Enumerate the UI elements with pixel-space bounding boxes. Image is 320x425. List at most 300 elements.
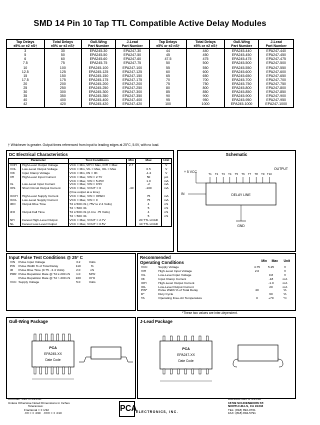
dc-cell: VCC = Max, VIN = 5.25V [68,180,126,184]
dc-cell: mA [161,183,171,187]
dc-cell: Short Circuit Output Current [21,187,68,191]
selection-col-title: J-Lead [270,40,282,44]
dc-cell: Low-Level Input Current [21,183,68,187]
input_pulse-cell: Supply Voltage [18,279,40,284]
dc-cell: VCC = Max, VIN = OPEN [68,195,126,199]
input_pulse-cell: 3.2 [76,260,81,264]
recommended-cell: V [283,265,287,269]
selection-col-title: Tap Delays [16,40,35,44]
selection-col-title: Total Delays [52,40,74,44]
selection-cell: EPA247-400 [115,98,149,102]
j-lead-drawing [138,327,295,397]
selection-cell: 950 [187,98,225,102]
dc-cell: mA [161,187,171,191]
package-pin [57,334,59,341]
gull-wing-side-view [91,347,121,359]
schematic-diagram [178,161,295,249]
j-lead-datecode: Date Code [178,359,194,363]
package-pin [185,369,187,374]
selection-cell: EPA245-420 [82,102,116,107]
recommended-cell: Supply Voltage [158,265,179,269]
selection-cell: 1000 [187,102,225,107]
selection-cell: EPA245-125 [82,70,116,74]
dc-body [9,163,172,227]
dc-cell: 20 TTL LOAD [136,219,161,223]
recommended-note: *These two values are inter-dependent. [182,311,238,315]
dc-cell: VOL [9,168,21,172]
recommended-cell: TA [141,296,145,301]
tap-label: T6 [241,172,245,176]
selection-cell: EPA247-750 [259,82,294,86]
selection-cell: 250 [44,86,82,90]
input_pulse-cell: Pulse Repetition Rate @ Td ≤ 200 nS [18,271,71,276]
dc-characteristics-section [6,150,174,252]
selection-cell: 85 [149,90,187,94]
tap-label: T9 [261,172,265,176]
schematic-header: Schematic [225,152,248,157]
selection-cell: EPA247-550 [259,66,294,70]
selection-cell: EPA245-600 [224,70,259,74]
package-pin [177,336,179,341]
selection-col-title: Tap Delays [158,40,178,44]
selection-col-header [82,40,116,49]
dc-row [9,223,172,227]
recommended-cell: High-Level Output Current [158,280,195,285]
dc-cell: -1.2 [136,172,161,176]
j-lead-header: J-Lead Package [140,319,173,324]
footer-address-2: NORTH HILLS, CA 91343 [228,404,264,409]
input_pulse-cell: tR [10,267,14,272]
recommended-cell: IOH [141,280,147,285]
dc-cell: V [161,172,171,176]
selection-cell: 75 [44,61,82,65]
dc-cell: Td > 500 nS [68,207,126,211]
dc-col-max: Max [136,159,161,164]
gull-wing-datecode: Date Code [45,358,61,362]
selection-cell: EPA245-350 [82,94,116,98]
selection-cell: EPA247-125 [115,70,149,74]
dc-cell: Td ≤ 500 nS (2.4 to .75 Volts) [68,211,126,215]
selection-col-header [149,40,187,49]
selection-cell: EPA247-300 [115,90,149,94]
selection-cell: EPA245-50 [82,53,116,57]
dc-cell: VCC = Max, VOUT = 2.7V [68,219,126,223]
selection-cell: 7.5 [7,61,45,65]
selection-cell: EPA245-30 [82,49,116,54]
package-pin [192,336,194,341]
dc-cell: ICCL [9,199,21,203]
gull-wing-package-section [6,317,136,399]
selection-cell: EPA245-150 [82,74,116,78]
selection-col-title: Gull-Wing [233,40,250,44]
selection-cell: 70 [149,78,187,82]
selection-cell: EPA245-400 [82,98,116,102]
selection-cell: EPA247-650 [259,74,294,78]
dc-cell: Low-Level Output Voltage [21,168,68,172]
selection-cell: 42 [7,102,45,107]
package-pin [199,336,201,341]
dc-cell: nS [161,203,171,207]
selection-cell: 200 [44,82,82,86]
selection-cell: EPA247-175 [115,78,149,82]
selection-cell: EPA247-100 [115,66,149,70]
package-pin [34,334,36,341]
dc-cell: nS [161,207,171,211]
selection-cell: EPA247-75 [115,61,149,65]
input_pulse-cell: Volts [88,279,96,284]
tap-label: T10 [266,172,272,176]
recommended-header-line2: Operating Conditions [140,260,184,265]
selection-cell: EPA245-700 [224,78,259,82]
gull-wing-pins-top [34,334,70,341]
selection-col-header [115,40,149,49]
recommended-cell: +70 [268,296,274,301]
package-pin [40,334,42,341]
selection-cell: EPA245-1000 [224,102,259,107]
selection-cell: EPA245-650 [224,74,259,78]
dc-cell [161,223,171,227]
dc-cell: µA [161,176,171,180]
selection-col-tolerance: ±5% or ±2 nS† [51,44,75,49]
footer-xx: .XX = ± .030 [24,411,41,416]
dc-cell: Fanout Low-Level Output [21,223,68,227]
selection-cell: 400 [44,98,82,102]
dc-cell: V [161,163,171,167]
dc-cell: VCC = Max, VOUT = 0 [68,187,126,191]
selection-cell: 60 [149,70,187,74]
recommended-section [137,253,296,311]
package-pin [51,334,53,341]
recommended-cell: 0 [256,296,258,301]
gull-wing-brand: PCA [49,346,57,350]
dc-cell: (One output at a time) [68,191,126,195]
dc-cell: IIH [9,176,21,180]
selection-col-header [187,40,225,49]
dc-cell: V [161,168,171,172]
selection-col-tolerance: ±5% or ±2 nS† [156,44,180,49]
selection-cell: EPA245-300 [82,90,116,94]
selection-cell: EPA245-175 [82,78,116,82]
dc-cell: VCC = Min, VIH = Max, IOH = Max [68,163,126,167]
input_pulse-cell: Pulse Width % of Total Delay [18,263,59,268]
selection-cell: 80 [149,86,187,90]
package-pin [51,367,53,374]
dc-cell: VCC = Min, VIL = Max, IOL = Max [68,168,126,172]
recommended-cell: Low-Level Output Current [158,284,194,289]
selection-cell: EPA245-200 [82,82,116,86]
dc-cell: tFO [9,211,21,215]
dc-cell: 4 [136,203,161,207]
j-lead-pins-top [163,336,208,341]
selection-col-header [224,40,259,49]
tap-label: T3 [221,172,225,176]
selection-cell: 55 [149,66,187,70]
package-pin [34,367,36,374]
j-lead-side-view [238,345,278,361]
input_pulse-row [9,281,99,285]
package-pin [170,369,172,374]
selection-cell: EPA245-500 [224,61,259,65]
input_pulse-cell: nS [90,267,95,272]
recommended-cell: V [283,272,287,277]
dc-cell: VCC = Max, VIN = 0.5V [68,183,126,187]
dc-cell: IIL [9,183,21,187]
package-pin [68,334,70,341]
input_pulse-cell: VIN [10,260,16,264]
dc-cell: 1.0 [136,180,161,184]
dc-cell: VCC = Max, VIN = 2.7V [68,176,126,180]
selection-cell: 47.5 [149,57,187,61]
selection-cell: EPA247-900 [259,94,294,98]
package-pin [63,334,65,341]
selection-cell: 175 [44,78,82,82]
recommended-cell: PW* [141,288,148,293]
gull-wing-partnum: EPA245-XX [44,352,62,356]
selection-cell: 35 [7,94,45,98]
selection-body [7,49,294,107]
recommended-cell: 5.25 [267,265,275,269]
selection-cell: 50 [44,53,82,57]
package-pin [68,367,70,374]
selection-cell: EPA247-1000 [259,102,294,107]
selection-cell: 44 [149,49,187,54]
company-name: ELECTRONICS, INC. [136,410,179,414]
selection-cell: EPA245-60 [82,57,116,61]
selection-cell: 5 [7,53,45,57]
dc-cell: -2 [136,183,161,187]
recommended-cell: mA [282,276,288,281]
recommended-cell: D* [141,292,145,297]
selection-cell: EPA247-50 [115,53,149,57]
recommended-cell: 0.8 [268,272,274,277]
selection-cell: 300 [44,90,82,94]
recommended-cell: High-Level Input Voltage [158,268,193,273]
selection-cell: 3 [7,49,45,54]
dc-cell: Output Rise Time [21,203,68,207]
package-pin [206,336,208,341]
input_pulse-cell: Pulse Input Voltage [18,260,46,264]
selection-cell: EPA245-450 [224,53,259,57]
input-pulse-section [6,253,136,311]
dc-cell: 2.7 [126,163,136,167]
gull-wing-pins-bottom [34,367,70,374]
recommended-cell: VIH [141,268,147,273]
j-lead-package-section [137,317,296,399]
selection-cell: 60 [44,57,82,61]
selection-col-title: J-Lead [126,40,138,44]
part-selection-table [6,39,294,108]
package-pin [206,369,208,374]
selection-cell: 75 [149,82,187,86]
input_pulse-cell: PW [10,263,15,268]
tap-label: T4 [228,172,232,176]
dc-cell: nS [161,215,171,219]
selection-cell: EPA245-750 [224,82,259,86]
dc-cell: mA [161,180,171,184]
recommended-cell: 4.75 [253,265,261,269]
j-lead-partnum: EPA247-XX [177,353,195,357]
selection-cell: EPA247-700 [259,78,294,82]
input_pulse-cell: 100 [75,275,81,280]
selection-col-title: Total Delays [195,40,216,44]
selection-cell: EPA245-440 [224,49,259,54]
selection-cell: 420 [44,102,82,107]
input_pulse-cell: KHz [89,275,96,280]
schematic-section [177,150,296,252]
footer-tolerances: Tolerances: [28,404,44,409]
recommended-cell: 2.0 [254,268,260,273]
selection-cell: EPA245-850 [224,90,259,94]
footer-doc-right: DAF2001 Rev. B 3/25/98 [228,397,262,401]
selection-cell: EPA247-500 [259,61,294,65]
selection-cell: 450 [187,53,225,57]
dc-cell: Fanout High-Level Output [21,219,68,223]
schematic-in-label: IN [181,192,185,196]
dc-cell: Td > 500 nS [68,215,126,219]
footer-frac: Fractional = ± 1/32 [24,407,49,412]
package-pin [45,334,47,341]
dc-cell: 5 [136,215,161,219]
j-lead-pins-bottom [163,369,208,374]
schematic-vcc-label: + 5 VCC [184,170,197,174]
selection-cell: 65 [149,74,187,78]
selection-cell: EPA245-75 [82,61,116,65]
dc-cell: -40 [126,187,136,191]
selection-cell: EPA247-350 [115,94,149,98]
schematic-output-label: OUTPUT [274,167,288,171]
tap-outputs [208,172,272,183]
dc-cell: Td ≤ 500 nS (.75V to 2.4 Volts) [68,203,126,207]
selection-cell: EPA247-30 [115,49,149,54]
selection-cell: EPA247-800 [259,86,294,90]
selection-cell: EPA247-200 [115,82,149,86]
input-pulse-header: Input Pulse Test Conditions @ 25° C [9,255,83,260]
selection-note: † Whichever is greater. Output times referenced from input to leading edges at 25°C, 5.0V, with no load. [8,143,160,147]
selection-cell: 30 [44,49,82,54]
tap-label: T7 [247,172,252,176]
selection-cell: EPA247-250 [115,86,149,90]
recommended-header-line1: Recommended [140,255,171,260]
dc-cell: VCC = Max, VIN = 0 [68,199,126,203]
selection-col-tolerance: Part Number [231,44,253,49]
selection-col-header [259,40,294,49]
dc-cell: 75 [136,199,161,203]
dc-cell: NH [9,219,21,223]
package-pin [192,369,194,374]
gull-wing-drawing [7,327,135,397]
recommended-cell: -1.0 [268,280,274,285]
dc-col-unit: Unit [161,159,171,164]
dc-cell: VOH [9,163,21,167]
selection-col-tolerance: Part Number [88,44,110,49]
selection-cell: 20 [7,82,45,86]
input_pulse-cell: 5.0 [76,279,81,284]
tap-label: T2 [214,172,219,176]
input_pulse-cell: 1.0 [76,271,81,276]
dc-cell: mA [161,199,171,203]
selection-cell: 17.5 [7,78,45,82]
dc-col-conditions: Test Conditions [68,159,126,164]
selection-cell: EPA245-550 [224,66,259,70]
input_pulse-cell: Volts [88,260,96,264]
selection-cell: 10 [7,66,45,70]
selection-cell: 25 [7,86,45,90]
selection-cell: 900 [187,94,225,98]
selection-cell: 440 [187,49,225,54]
selection-cell: EPA247-950 [259,98,294,102]
schematic-gnd-label: GND [237,224,245,228]
selection-cell: EPA247-475 [259,57,294,61]
dc-cell: Low-Level Supply Current [21,199,68,203]
input_pulse-cell: 2.0 [76,267,81,272]
tap-label: T8 [254,172,258,176]
dc-cell: -100 [136,187,161,191]
selection-col-tolerance: ±5% or ±2 nS† [13,44,38,49]
selection-cell: 500 [187,61,225,65]
input_pulse-cell: 110 [75,263,81,268]
dc-cell: Input Clamp Voltage [21,172,68,176]
selection-cell: EPA247-850 [259,90,294,94]
package-pin [185,336,187,341]
footer-right [228,398,264,416]
package-pin [57,367,59,374]
selection-cell: EPA247-600 [259,70,294,74]
selection-cell: 12.5 [7,70,45,74]
input_pulse-cell: MHz [89,271,96,276]
selection-cell: EPA245-950 [224,98,259,102]
selection-cell: 40 [7,98,45,102]
dc-col-min: Min [126,159,136,164]
dc-table [8,158,172,227]
selection-cell: 125 [44,70,82,74]
dc-cell: nS [161,211,171,215]
footer-left [8,398,70,416]
selection-cell: EPA247-420 [115,102,149,107]
footer-address-1: 16799 SCHOENBORN ST. [228,400,265,405]
recommended-cell: VCC [141,265,148,269]
dc-cell: 0.5 [136,168,161,172]
selection-col-tolerance: ±5% or ±2 nS† [193,44,218,49]
selection-cell: 800 [187,86,225,90]
page-title: SMD 14 Pin 10 Tap TTL Compatible Active Delay Modules [33,18,267,28]
selection-cell: 550 [187,66,225,70]
rec-col-min: Min [261,259,267,263]
package-pin [163,369,165,374]
footer-xxx: .XXX = ± .010 [43,411,62,416]
rec-col-max: Max [271,259,278,263]
gull-wing-header: Gull-Wing Package [9,319,48,324]
selection-row [7,102,294,107]
input-pulse-table [9,261,99,284]
selection-cell: 475 [187,57,225,61]
recommended-cell: Low-Level Input Voltage [158,272,192,277]
tap-label: T1 [208,172,212,176]
dc-cell: VCC = Min, IIN = IIK [68,172,126,176]
package-pin [199,369,201,374]
selection-col-tolerance: Part Number [121,44,143,49]
input_pulse-cell: Pulse Repetition Rate @ Td > 200 nS [18,275,71,280]
tap-label: T5 [234,172,239,176]
dc-col-parameter: Parameter [9,159,69,164]
selection-cell: 150 [44,74,82,78]
selection-cell: 90 [149,94,187,98]
selection-cell: 6 [7,57,45,61]
selection-cell: 15 [7,74,45,78]
selection-col-header [44,40,82,49]
dc-section-header: DC Electrical Characteristics [9,152,68,157]
recommended-cell: °C [283,296,287,301]
dc-cell: High-Level Supply Current [21,195,68,199]
